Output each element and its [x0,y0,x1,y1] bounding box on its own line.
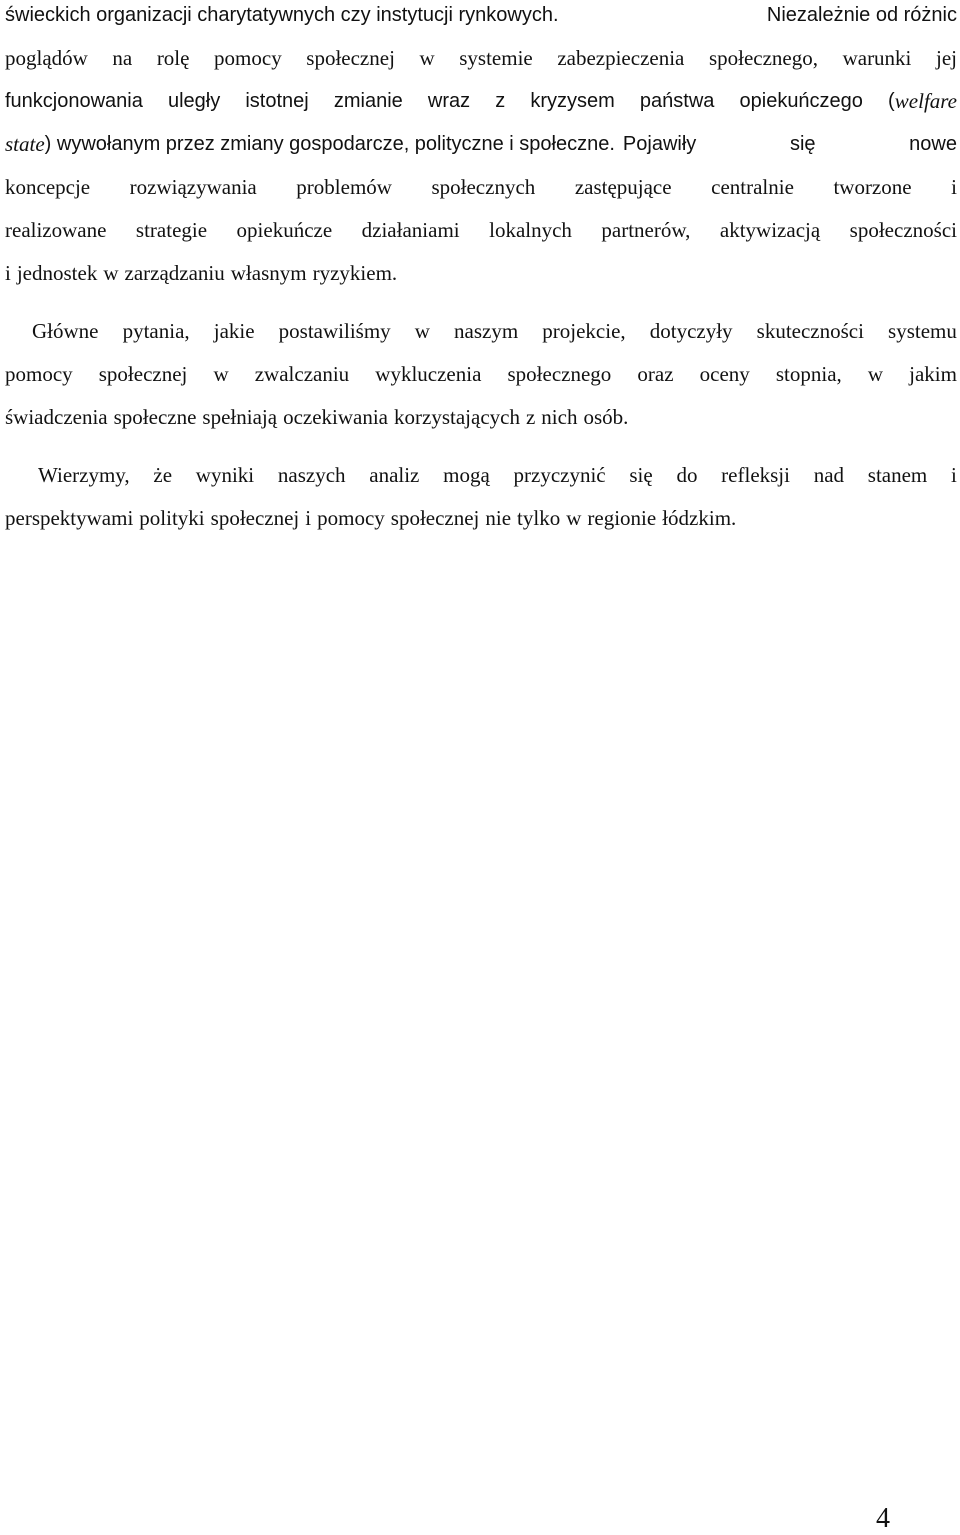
word: Główne [32,319,99,343]
word: na [112,46,133,70]
word: się [629,463,653,487]
word: strategie [135,218,208,242]
word: stanem [867,463,928,487]
word: w [103,261,119,285]
word: perspektywami [5,506,134,530]
word: zarządzaniu [124,261,225,285]
text-line-10 [5,402,957,432]
word: ( [888,90,895,112]
word: analiz [369,463,420,487]
word: wyniki [195,463,255,487]
word: pomocy [317,506,385,530]
word: nowe [909,133,957,155]
text-line-9 [5,359,957,389]
word: mogą [443,463,490,487]
word: polityki [139,506,205,530]
word: postawiliśmy [278,319,391,343]
word: regionie [587,506,657,530]
text-line-3 [5,86,957,116]
word: z [495,90,506,112]
word: wykluczenia [375,362,482,386]
word: w [213,362,229,386]
text-line-1 [5,0,957,30]
word: jednostek [16,261,98,285]
word: poglądów [5,46,88,70]
word: dotyczyły [649,319,733,343]
word: społecznego, [708,46,818,70]
word: w [566,506,582,530]
word: Pojawiły [622,133,697,155]
word: refleksji [721,463,790,487]
word: nie [485,506,512,530]
word: działaniami [361,218,460,242]
word: wraz [427,90,471,112]
word: funkcjonowania [5,90,143,112]
word: warunki [842,46,912,70]
word: społecznej [390,506,480,530]
word: nich [541,405,578,429]
word: że [153,463,173,487]
text-line-3-italic: welfare [894,89,957,113]
word: z [525,405,536,429]
word: aktywizacją [719,218,821,242]
text-line-2 [5,43,957,73]
word: w [414,319,430,343]
word: społecznych [431,175,536,199]
word: lokalnych [489,218,572,242]
word: rozwiązywania [129,175,257,199]
word: rolę [156,46,190,70]
word: oraz [637,362,674,386]
word: zabezpieczenia [557,46,685,70]
word: społeczności [849,218,957,242]
text-line-4-italic: state [5,132,45,156]
word: naszym [454,319,519,343]
word: społeczne [113,405,197,429]
text-line-12 [5,503,957,533]
word: Wierzymy, [38,463,130,487]
word: do [676,463,698,487]
word: się [789,133,816,155]
word: systemu [888,319,957,343]
word: tylko [517,506,561,530]
word: uległy [167,90,221,112]
text-line-1-part-b: Niezależnie od różnic [766,4,957,26]
word: pytania, [122,319,190,343]
text-line-8 [32,316,957,346]
word: opiekuńcze [236,218,333,242]
word: koncepcje [5,175,91,199]
word: państwa [639,90,715,112]
word: korzystających [394,405,520,429]
word: ryzykiem. [312,261,398,285]
word: oceny [699,362,750,386]
word: centralnie [711,175,794,199]
word: tworzone [833,175,912,199]
word: zmianie [333,90,403,112]
page-number: 4 [876,1503,890,1534]
word: stopnia, [775,362,842,386]
word: osób. [583,405,629,429]
word: społecznej [306,46,395,70]
word: świadczenia [5,405,108,429]
word: zwalczaniu [254,362,350,386]
text-line-7 [5,258,957,288]
word: nad [813,463,845,487]
word: spełniają [202,405,278,429]
text-line-1-part-a: świeckich organizacji charytatywnych czy instytucji rynkowych. [5,4,559,26]
word: pomocy [214,46,282,70]
text-line-4 [5,129,957,159]
word: społecznej [98,362,188,386]
word: i [5,261,11,285]
word: naszych [277,463,346,487]
word: skuteczności [756,319,864,343]
word: oczekiwania [283,405,389,429]
word: problemów [296,175,392,199]
word: zastępujące [574,175,672,199]
word: kryzysem [530,90,615,112]
text-line-3-main [5,86,895,116]
word: i [951,175,957,199]
word: przyczynić [513,463,606,487]
word: pomocy [5,362,73,386]
text-line-11 [38,460,957,490]
word: jakim [909,362,957,386]
word: systemie [459,46,533,70]
text-line-6 [5,215,957,245]
word: społecznej [210,506,300,530]
word: i [305,506,312,530]
word: partnerów, [601,218,691,242]
text-line-4-tail [615,129,957,159]
word: w [419,46,435,70]
word: łódzkim. [662,506,737,530]
word: społecznego [507,362,612,386]
word: istotnej [245,90,309,112]
word: własnym [230,261,307,285]
word: realizowane [5,218,107,242]
text-line-4-body: ) wywołanym przez zmiany gospodarcze, polityczne i społeczne. [44,133,615,155]
word: w [867,362,884,386]
word: jej [935,46,957,70]
word: jakie [213,319,255,343]
word: projekcie, [542,319,626,343]
word: opiekuńczego [739,90,863,112]
word: i [951,463,957,487]
text-line-5 [5,172,957,202]
